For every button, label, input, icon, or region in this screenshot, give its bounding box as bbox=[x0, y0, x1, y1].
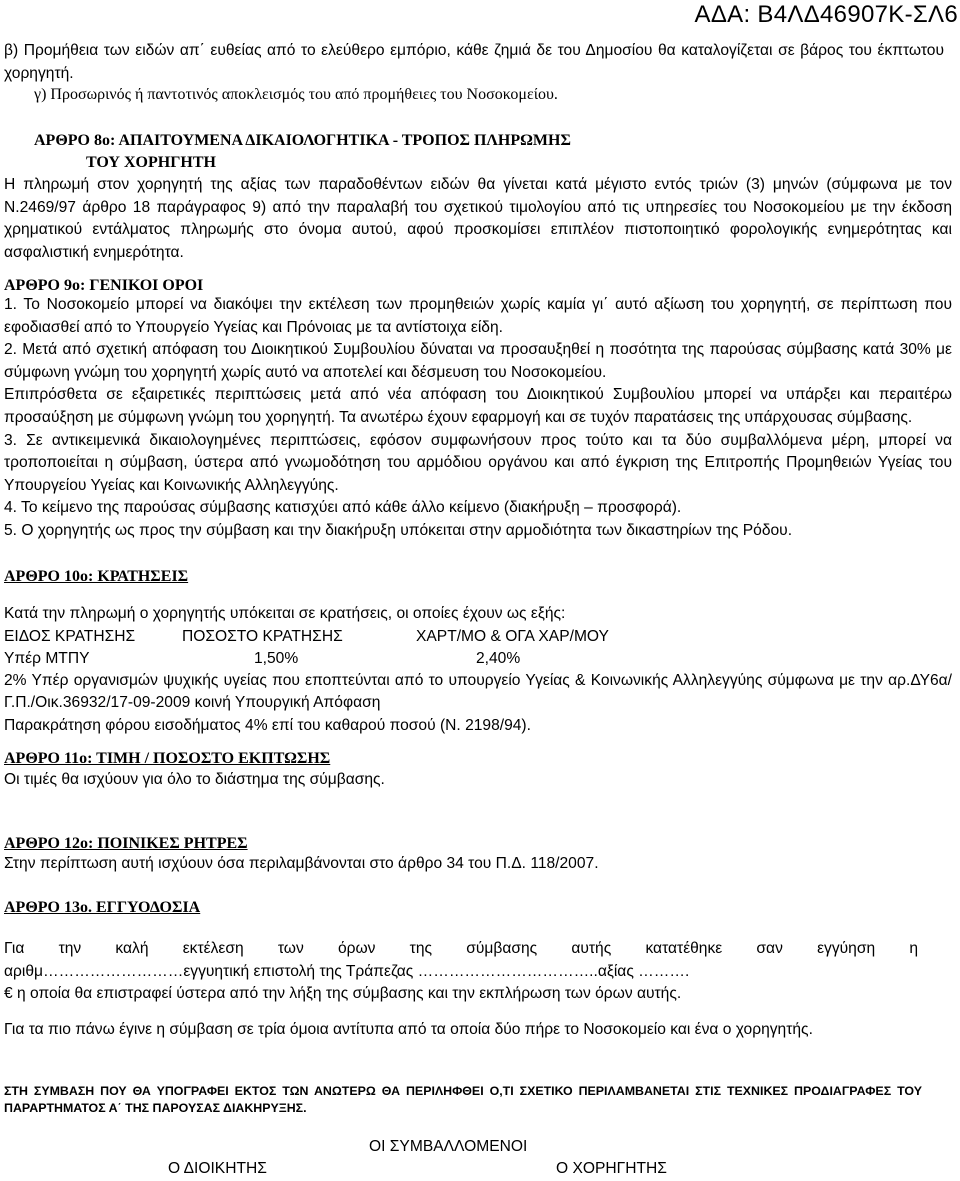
article-10-title bbox=[4, 566, 188, 588]
article-9-p2b: Επιπρόσθετα σε εξαιρετικές περιπτώσεις μετά από νέα απόφαση του Διοικητικού Συμβουλίου μπορεί να υπάρξει και περαιτέρω προσαύξηση με σύμφωνη γνώμη του χορηγητή. Τα ανωτέρω έχουν εφαρμογή και σε τυχόν παρατάσεις της υπάρχουσας σύμβασης. bbox=[4, 386, 952, 426]
article-9-p2: 2. Μετά από σχετική απόφαση του Διοικητικού Συμβουλίου δύναται να προσαυξηθεί η ποσότητα της παρούσας σύμβασης κατά 30% με σύμφωνη γνώμη του χορηγητή χωρίς αυτό να αποτελεί και δέσμευση του Νοσοκομείου. bbox=[4, 341, 952, 381]
signatures-heading: ΟΙ ΣΥΜΒΑΛΛΟΜΕΝΟΙ bbox=[369, 1138, 528, 1155]
article-12-title bbox=[4, 833, 248, 855]
intro-item-b: β) Προμήθεια των ειδών απ΄ ευθείας από το ελεύθερο εμπόριο, κάθε ζημιά δε του Δημοσίου θα καταλογίζεται σε βάρος του έκπτωτου χορηγητή. bbox=[4, 42, 944, 82]
deductions-header-row bbox=[4, 626, 952, 648]
deductions-row-rate: 1,50% bbox=[254, 649, 299, 667]
article-13-line3: € η οποία θα επιστραφεί ύστερα από την λήξη της σύμβασης και την εκπλήρωση των όρων αυτής. bbox=[4, 985, 682, 1003]
intro-item-c: γ) Προσωρινός ή παντοτινός αποκλεισμός του από προμήθειες του Νοσοκομείου. bbox=[34, 86, 558, 103]
deductions-col-rate: ΠΟΣΟΣΤΟ ΚΡΑΤΗΣΗΣ bbox=[182, 627, 343, 645]
deductions-col-type: ΕΙΔΟΣ ΚΡΑΤΗΣΗΣ bbox=[4, 627, 136, 645]
deductions-row bbox=[4, 648, 952, 670]
article-12-title-text: ΑΡΘΡΟ 12ο: ΠΟΙΝΙΚΕΣ ΡΗΤΡΕΣ bbox=[4, 835, 248, 852]
deductions-row-stamp: 2,40% bbox=[476, 649, 521, 667]
article-11-body: Οι τιμές θα ισχύουν για όλο το διάστημα της σύμβασης. bbox=[4, 771, 385, 788]
article-10-line3: Παρακράτηση φόρου εισοδήματος 4% επί του καθαρού ποσού (Ν. 2198/94). bbox=[4, 716, 531, 734]
article-9-p5: 5. Ο χορηγητής ως προς την σύμβαση και την διακήρυξη υπόκειται στην αρμοδιότητα των δικαστηρίων της Ρόδου. bbox=[4, 521, 793, 539]
article-9-p3: 3. Σε αντικειμενικά δικαιολογημένες περιπτώσεις, εφόσον συμφωνήσουν προς τούτο και τα δύο συμβαλλόμενα μέρη, μπορεί να τροποποιείται η σύμβαση, ύστερα από γνωμοδότηση του αρμόδιου οργάνου και από έγκριση της Επιτροπής Προμηθειών Υγείας του Υπουργείου Υγείας και Κοινωνικής Αλληλεγγύης. bbox=[4, 431, 952, 494]
article-9-p1: 1. Το Νοσοκομείο μπορεί να διακόψει την εκτέλεση των προμηθειών χωρίς καμία γι΄ αυτό αξίωση του χορηγητή, σε περίπτωση που εφοδιασθεί από το Υπουργείο Υγείας και Πρόνοιας με τα αντίστοιχα είδη. bbox=[4, 296, 952, 336]
article-13-title bbox=[4, 897, 200, 919]
article-12-body: Στην περίπτωση αυτή ισχύουν όσα περιλαμβάνονται στο άρθρο 34 του Π.Δ. 118/2007. bbox=[4, 855, 599, 872]
article-9-title: ΑΡΘΡΟ 9ο: ΓΕΝΙΚΟΙ ΟΡΟΙ bbox=[4, 277, 204, 294]
article-10-title-text: ΑΡΘΡΟ 10ο: ΚΡΑΤΗΣΕΙΣ bbox=[4, 568, 189, 585]
article-11-title bbox=[4, 748, 330, 770]
article-13-line2: αριθμ………………………εγγυητική επιστολή της Τράπεζας ……………………………..αξίας ………. bbox=[4, 962, 690, 980]
article-10-intro: Κατά την πληρωμή ο χορηγητής υπόκειται σε κρατήσεις, οι οποίες έχουν ως εξής: bbox=[4, 605, 566, 622]
document-code: ΑΔΑ: Β4ΛΔ46907Κ-ΣΛ6 bbox=[694, 1, 958, 28]
article-9-p4: 4. Το κείμενο της παρούσας σύμβασης κατισχύει από κάθε άλλο κείμενο (διακήρυξη – προσφορά). bbox=[4, 499, 682, 517]
signature-supplier: Ο ΧΟΡΗΓΗΤΗΣ bbox=[556, 1160, 667, 1177]
article-8-body: Η πληρωμή στον χορηγητή της αξίας των παραδοθέντων ειδών θα γίνεται κατά μέγιστο εντός τριών (3) μηνών (σύμφωνα με τον Ν.2469/97 άρθρο 18 παράγραφος 9) από την παραλαβή του σχετικού τιμολογίου από τις υπηρεσίες του Νοσοκομείου με την έκδοση χρηματικού εντάλματος πληρωμής στο όνομα αυτού, αφού προσκομίσει επιπλέον πιστοποιητικό φορολογικής ενημερότητας και ασφαλιστική ενημερότητα. bbox=[4, 176, 952, 261]
article-13-title-text: ΑΡΘΡΟ 13ο. ΕΓΓΥΟΔΟΣΙΑ bbox=[4, 899, 201, 916]
signature-director: Ο ΔΙΟΙΚΗΤΗΣ bbox=[168, 1160, 267, 1177]
article-8-title: ΑΡΘΡΟ 8ο: ΑΠΑΙΤΟΥΜΕΝΑ ΔΙΚΑΙΟΛΟΓΗΤΙΚΑ - ΤΡΟΠΟΣ ΠΛΗΡΩΜΗΣ bbox=[34, 132, 571, 149]
article-10-line2: 2% Υπέρ οργανισμών ψυχικής υγείας που εποπτεύνται από το υπουργείο Υγείας & Κοινωνικής Αλληλεγγύης σύμφωνα με την αρ.ΔΥ6α/Γ.Π./Οικ.36932/17-09-2009 κοινή Υπουργική Απόφαση bbox=[4, 671, 952, 712]
deductions-col-stamp: ΧΑΡΤ/ΜΟ & ΟΓΑ ΧΑΡ/ΜΟΥ bbox=[416, 627, 609, 645]
article-13-line1: Για την καλή εκτέλεση των όρων της σύμβασης αυτής κατατέθηκε σαν εγγύηση η bbox=[4, 940, 918, 957]
deductions-row-label: Υπέρ ΜΤΠΥ bbox=[4, 649, 90, 667]
article-13-closing: Για τα πιο πάνω έγινε η σύμβαση σε τρία όμοια αντίτυπα από τα οποία δύο πήρε το Νοσοκομείο και ένα ο χορηγητής. bbox=[4, 1021, 813, 1038]
article-11-title-text: ΑΡΘΡΟ 11ο: ΤΙΜΗ / ΠΟΣΟΣΤΟ ΕΚΠΤΩΣΗΣ bbox=[4, 750, 331, 767]
final-notice: ΣΤΗ ΣΥΜΒΑΣΗ ΠΟΥ ΘΑ ΥΠΟΓΡΑΦΕΙ ΕΚΤΟΣ ΤΩΝ ΑΝΩΤΕΡΩ ΘΑ ΠΕΡΙΛΗΦΘΕΙ Ο,ΤΙ ΣΧΕΤΙΚΟ ΠΕΡΙΛΑΜΒΑΝΕΤΑΙ ΣΤΙΣ ΤΕΧΝΙΚΕΣ ΠΡΟΔΙΑΓΡΑΦΕΣ ΤΟΥ ΠΑΡΑΡΤΗΜΑΤΟΣ Α΄ ΤΗΣ ΠΑΡΟΥΣΑΣ ΔΙΑΚΗΡΥΞΗΣ. bbox=[4, 1084, 922, 1115]
article-8-title-cont: ΤΟΥ ΧΟΡΗΓΗΤΗ bbox=[86, 154, 216, 171]
